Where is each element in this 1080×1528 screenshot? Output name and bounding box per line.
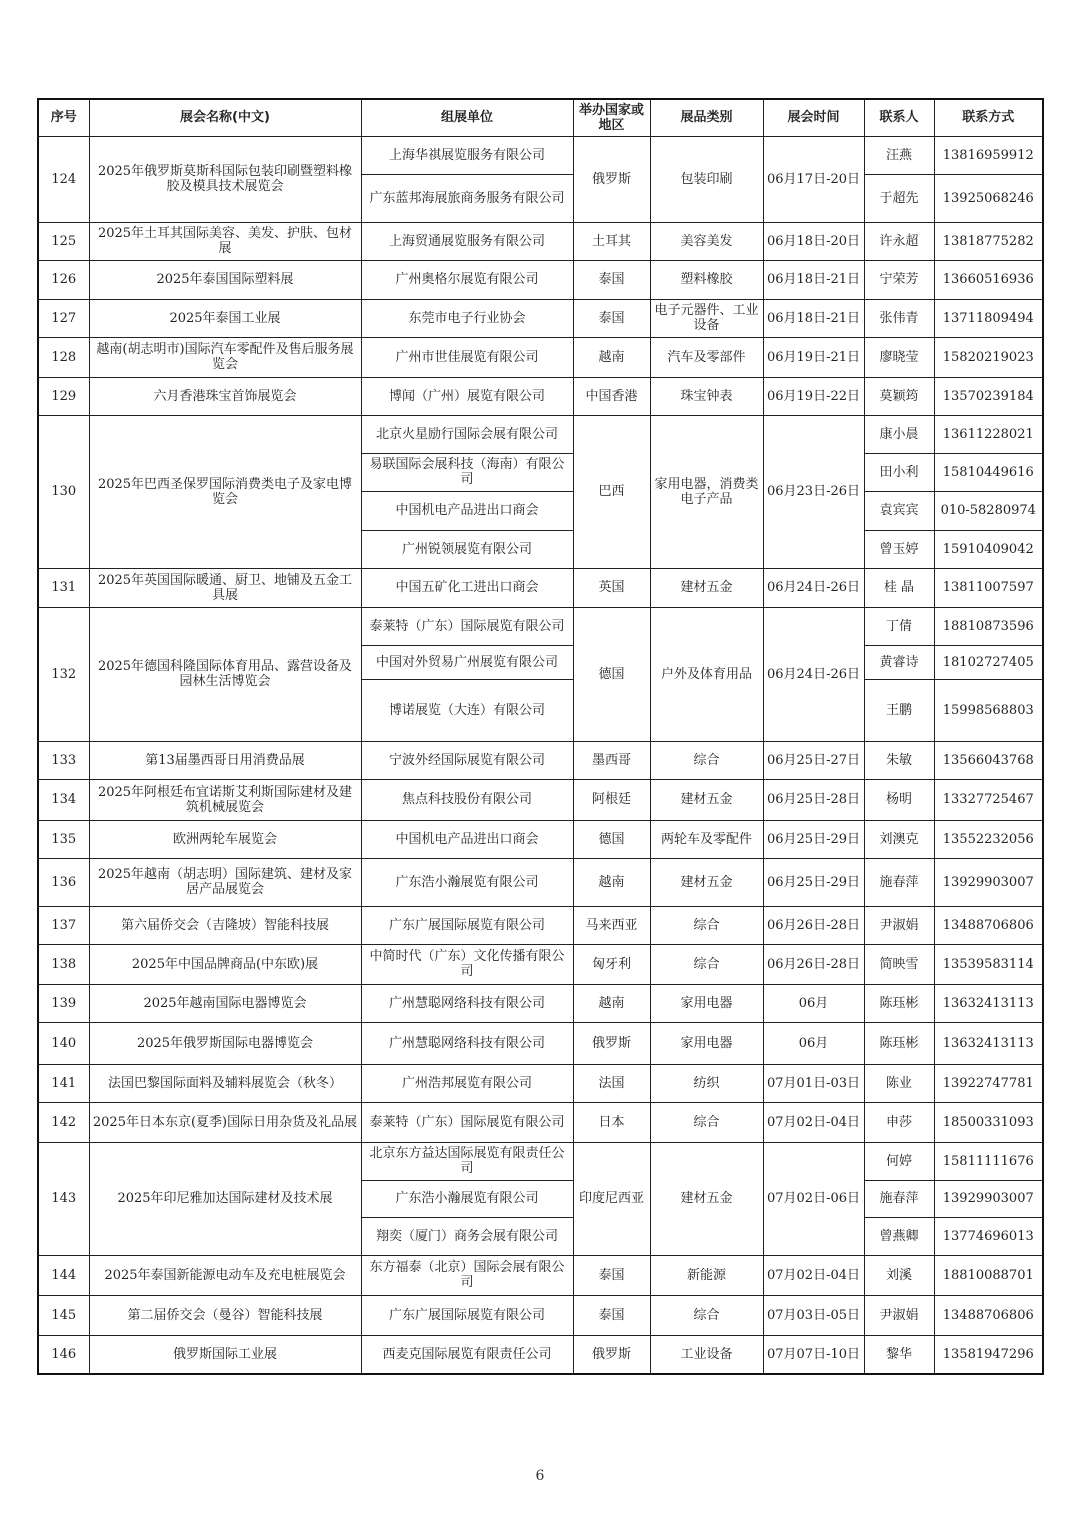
exhibition-name: 2025年越南国际电器博览会 [89,984,361,1022]
table-row [38,1022,1043,1064]
organizer: 东方福泰（北京）国际会展有限公司 [361,1255,573,1295]
host-country: 俄罗斯 [573,1022,650,1064]
contact-person: 施春萍 [864,858,934,906]
exhibition-name: 2025年德国科隆国际体育用品、露营设备及园林生活博览会 [89,607,361,741]
contact-phone: 13811007597 [934,568,1043,607]
contact-phone: 13552232056 [934,820,1043,858]
product-category: 户外及体育用品 [650,607,763,741]
contact-phone: 13922747781 [934,1064,1043,1102]
row-number: 130 [38,415,89,568]
host-country: 越南 [573,984,650,1022]
product-category: 包装印刷 [650,136,763,222]
exhibition-date: 06月18日-20日 [763,222,864,260]
row-number: 144 [38,1255,89,1295]
organizer: 广东广展国际展览有限公司 [361,1295,573,1335]
exhibition-name: 2025年泰国新能源电动车及充电桩展览会 [89,1255,361,1295]
row-number: 141 [38,1064,89,1102]
exhibition-name: 2025年越南（胡志明）国际建筑、建材及家居产品展览会 [89,858,361,906]
exhibition-date: 06月17日-20日 [763,136,864,222]
exhibition-date: 07月02日-06日 [763,1142,864,1255]
product-category: 综合 [650,944,763,984]
contact-phone: 13711809494 [934,299,1043,337]
table-row [38,377,1043,415]
product-category: 汽车及零部件 [650,337,763,377]
row-number: 124 [38,136,89,222]
contact-phone: 13929903007 [934,858,1043,906]
organizer: 广东浩小瀚展览有限公司 [361,1180,573,1217]
host-country: 巴西 [573,415,650,568]
header-contact: 联系人 [864,99,934,136]
host-country: 英国 [573,568,650,607]
exhibition-table [37,98,1044,1375]
table-row [38,984,1043,1022]
exhibition-name: 2025年日本东京(夏季)国际日用杂货及礼品展 [89,1102,361,1142]
product-category: 塑料橡胶 [650,260,763,299]
table-row [38,906,1043,944]
host-country: 德国 [573,820,650,858]
header-phone: 联系方式 [934,99,1043,136]
organizer: 宁波外经国际展览有限公司 [361,741,573,779]
contact-person: 黎华 [864,1335,934,1374]
organizer: 博诺展览（大连）有限公司 [361,679,573,741]
exhibition-name: 俄罗斯国际工业展 [89,1335,361,1374]
product-category: 建材五金 [650,858,763,906]
exhibition-date: 06月19日-21日 [763,337,864,377]
contact-person: 尹淑娟 [864,906,934,944]
exhibition-name: 六月香港珠宝首饰展览会 [89,377,361,415]
table-row [38,415,1043,453]
table-row [38,337,1043,377]
organizer: 博闻（广州）展览有限公司 [361,377,573,415]
host-country: 越南 [573,337,650,377]
contact-person: 施春萍 [864,1180,934,1217]
exhibition-name: 2025年阿根廷布宜诺斯艾利斯国际建材及建筑机械展览会 [89,779,361,820]
contact-phone: 15811111676 [934,1142,1043,1180]
contact-person: 陈珏彬 [864,984,934,1022]
organizer: 广州锐领展览有限公司 [361,530,573,568]
exhibition-name: 2025年泰国工业展 [89,299,361,337]
product-category: 家用电器，消费类电子产品 [650,415,763,568]
contact-phone: 13632413113 [934,1022,1043,1064]
exhibition-date: 06月 [763,1022,864,1064]
contact-person: 王鹏 [864,679,934,741]
exhibition-date: 06月18日-21日 [763,260,864,299]
exhibition-name: 第六届侨交会（吉隆坡）智能科技展 [89,906,361,944]
exhibition-name: 2025年英国国际暖通、厨卫、地铺及五金工具展 [89,568,361,607]
contact-person: 张伟青 [864,299,934,337]
contact-person: 刘溪 [864,1255,934,1295]
product-category: 家用电器 [650,984,763,1022]
contact-person: 尹淑娟 [864,1295,934,1335]
contact-phone: 13818775282 [934,222,1043,260]
exhibition-date: 06月25日-28日 [763,779,864,820]
host-country: 泰国 [573,1295,650,1335]
host-country: 日本 [573,1102,650,1142]
table-body [38,136,1043,1374]
contact-person: 宁荣芳 [864,260,934,299]
organizer: 中简时代（广东）文化传播有限公司 [361,944,573,984]
exhibition-date: 06月24日-26日 [763,568,864,607]
exhibition-date: 06月25日-29日 [763,820,864,858]
exhibition-date: 06月25日-29日 [763,858,864,906]
row-number: 126 [38,260,89,299]
contact-phone: 13611228021 [934,415,1043,453]
organizer: 广东浩小瀚展览有限公司 [361,858,573,906]
product-category: 美容美发 [650,222,763,260]
exhibition-date: 07月07日-10日 [763,1335,864,1374]
organizer: 东莞市电子行业协会 [361,299,573,337]
row-number: 138 [38,944,89,984]
product-category: 综合 [650,1295,763,1335]
table-row [38,607,1043,645]
contact-phone: 18500331093 [934,1102,1043,1142]
organizer: 北京东方益达国际展览有限责任公司 [361,1142,573,1180]
organizer: 广州奥格尔展览有限公司 [361,260,573,299]
exhibition-name: 2025年俄罗斯国际电器博览会 [89,1022,361,1064]
row-number: 139 [38,984,89,1022]
table-row [38,820,1043,858]
contact-person: 简映雪 [864,944,934,984]
contact-phone: 15910409042 [934,530,1043,568]
host-country: 阿根廷 [573,779,650,820]
exhibition-name: 2025年俄罗斯莫斯科国际包装印刷暨塑料橡胶及模具技术展览会 [89,136,361,222]
contact-person: 陈业 [864,1064,934,1102]
host-country: 泰国 [573,1255,650,1295]
organizer: 泰莱特（广东）国际展览有限公司 [361,1102,573,1142]
contact-phone: 13660516936 [934,260,1043,299]
contact-person: 杨明 [864,779,934,820]
exhibition-date: 06月18日-21日 [763,299,864,337]
exhibition-name: 2025年印尼雅加达国际建材及技术展 [89,1142,361,1255]
product-category: 建材五金 [650,1142,763,1255]
contact-person: 许永超 [864,222,934,260]
host-country: 马来西亚 [573,906,650,944]
host-country: 德国 [573,607,650,741]
organizer: 中国对外贸易广州展览有限公司 [361,645,573,679]
product-category: 新能源 [650,1255,763,1295]
contact-person: 陈珏彬 [864,1022,934,1064]
contact-person: 丁倩 [864,607,934,645]
contact-phone: 13539583114 [934,944,1043,984]
organizer: 中国机电产品进出口商会 [361,820,573,858]
contact-person: 刘澳克 [864,820,934,858]
product-category: 工业设备 [650,1335,763,1374]
contact-person: 袁宾宾 [864,491,934,530]
exhibition-name: 2025年巴西圣保罗国际消费类电子及家电博览会 [89,415,361,568]
host-country: 泰国 [573,299,650,337]
row-number: 137 [38,906,89,944]
contact-phone: 13929903007 [934,1180,1043,1217]
table-row [38,222,1043,260]
product-category: 珠宝钟表 [650,377,763,415]
organizer: 广州慧聪网络科技有限公司 [361,1022,573,1064]
row-number: 134 [38,779,89,820]
header-name: 展会名称(中文) [89,99,361,136]
organizer: 广州浩邦展览有限公司 [361,1064,573,1102]
host-country: 越南 [573,858,650,906]
host-country: 泰国 [573,260,650,299]
header-country: 举办国家或地区 [573,99,650,136]
table-header-row [38,99,1043,136]
row-number: 132 [38,607,89,741]
host-country: 土耳其 [573,222,650,260]
row-number: 133 [38,741,89,779]
table-row [38,741,1043,779]
product-category: 建材五金 [650,779,763,820]
contact-phone: 15998568803 [934,679,1043,741]
contact-phone: 15820219023 [934,337,1043,377]
host-country: 匈牙利 [573,944,650,984]
contact-phone: 13488706806 [934,906,1043,944]
host-country: 墨西哥 [573,741,650,779]
product-category: 综合 [650,741,763,779]
table-row [38,858,1043,906]
contact-phone: 010-58280974 [934,491,1043,530]
product-category: 建材五金 [650,568,763,607]
product-category: 两轮车及零配件 [650,820,763,858]
organizer: 中国机电产品进出口商会 [361,491,573,530]
contact-phone: 13632413113 [934,984,1043,1022]
exhibition-date: 06月19日-22日 [763,377,864,415]
exhibition-date: 06月26日-28日 [763,944,864,984]
organizer: 焦点科技股份有限公司 [361,779,573,820]
header-organizer: 组展单位 [361,99,573,136]
contact-phone: 13816959912 [934,136,1043,174]
exhibition-date: 06月 [763,984,864,1022]
table-row [38,1142,1043,1180]
host-country: 法国 [573,1064,650,1102]
table-row [38,779,1043,820]
host-country: 中国香港 [573,377,650,415]
contact-phone: 13488706806 [934,1295,1043,1335]
exhibition-name: 第二届侨交会（曼谷）智能科技展 [89,1295,361,1335]
header-category: 展品类别 [650,99,763,136]
table-row [38,299,1043,337]
row-number: 131 [38,568,89,607]
exhibition-date: 06月23日-26日 [763,415,864,568]
contact-phone: 13570239184 [934,377,1043,415]
exhibition-name: 2025年泰国国际塑料展 [89,260,361,299]
contact-phone: 13327725467 [934,779,1043,820]
table-row [38,136,1043,174]
product-category: 综合 [650,1102,763,1142]
exhibition-name: 2025年土耳其国际美容、美发、护肤、包材展 [89,222,361,260]
organizer: 北京火星励行国际会展有限公司 [361,415,573,453]
exhibition-date: 07月01日-03日 [763,1064,864,1102]
organizer: 泰莱特（广东）国际展览有限公司 [361,607,573,645]
contact-phone: 18810088701 [934,1255,1043,1295]
contact-person: 朱敏 [864,741,934,779]
contact-person: 黄睿诗 [864,645,934,679]
contact-person: 廖晓莹 [864,337,934,377]
contact-phone: 13774696013 [934,1217,1043,1255]
host-country: 印度尼西亚 [573,1142,650,1255]
organizer: 中国五矿化工进出口商会 [361,568,573,607]
contact-person: 何婷 [864,1142,934,1180]
row-number: 125 [38,222,89,260]
organizer: 西麦克国际展览有限责任公司 [361,1335,573,1374]
table-row [38,568,1043,607]
page-number: 6 [535,1468,545,1484]
organizer: 上海华祺展览服务有限公司 [361,136,573,174]
exhibition-name: 第13届墨西哥日用消费品展 [89,741,361,779]
organizer: 广东蓝邦海展旅商务服务有限公司 [361,174,573,222]
header-date: 展会时间 [763,99,864,136]
organizer: 广州市世佳展览有限公司 [361,337,573,377]
contact-person: 康小晨 [864,415,934,453]
contact-person: 汪燕 [864,136,934,174]
organizer: 上海贸通展览服务有限公司 [361,222,573,260]
product-category: 家用电器 [650,1022,763,1064]
table-row [38,1064,1043,1102]
table-row [38,1295,1043,1335]
row-number: 136 [38,858,89,906]
row-number: 145 [38,1295,89,1335]
exhibition-name: 2025年中国品牌商品(中东欧)展 [89,944,361,984]
contact-person: 曾玉婷 [864,530,934,568]
contact-person: 田小利 [864,453,934,491]
contact-person: 申莎 [864,1102,934,1142]
exhibition-name: 欧洲两轮车展览会 [89,820,361,858]
organizer: 广东广展国际展览有限公司 [361,906,573,944]
host-country: 俄罗斯 [573,1335,650,1374]
contact-person: 莫颖筠 [864,377,934,415]
contact-person: 桂 晶 [864,568,934,607]
contact-phone: 15810449616 [934,453,1043,491]
header-no: 序号 [38,99,89,136]
host-country: 俄罗斯 [573,136,650,222]
exhibition-date: 07月03日-05日 [763,1295,864,1335]
exhibition-date: 07月02日-04日 [763,1102,864,1142]
row-number: 140 [38,1022,89,1064]
table-row [38,944,1043,984]
row-number: 127 [38,299,89,337]
product-category: 电子元器件、工业设备 [650,299,763,337]
exhibition-date: 07月02日-04日 [763,1255,864,1295]
table-row [38,260,1043,299]
organizer: 翔奕（厦门）商务会展有限公司 [361,1217,573,1255]
row-number: 129 [38,377,89,415]
contact-phone: 13581947296 [934,1335,1043,1374]
exhibition-date: 06月24日-26日 [763,607,864,741]
product-category: 综合 [650,906,763,944]
exhibition-name: 法国巴黎国际面料及辅料展览会（秋冬） [89,1064,361,1102]
contact-phone: 13566043768 [934,741,1043,779]
contact-phone: 18102727405 [934,645,1043,679]
table-row [38,1335,1043,1374]
product-category: 纺织 [650,1064,763,1102]
contact-person: 曾燕卿 [864,1217,934,1255]
table-row [38,1102,1043,1142]
table-row [38,1255,1043,1295]
row-number: 135 [38,820,89,858]
contact-person: 于超先 [864,174,934,222]
row-number: 143 [38,1142,89,1255]
exhibition-date: 06月25日-27日 [763,741,864,779]
organizer: 易联国际会展科技（海南）有限公司 [361,453,573,491]
contact-phone: 13925068246 [934,174,1043,222]
row-number: 142 [38,1102,89,1142]
row-number: 146 [38,1335,89,1374]
row-number: 128 [38,337,89,377]
exhibition-date: 06月26日-28日 [763,906,864,944]
contact-phone: 18810873596 [934,607,1043,645]
organizer: 广州慧聪网络科技有限公司 [361,984,573,1022]
exhibition-name: 越南(胡志明市)国际汽车零配件及售后服务展览会 [89,337,361,377]
